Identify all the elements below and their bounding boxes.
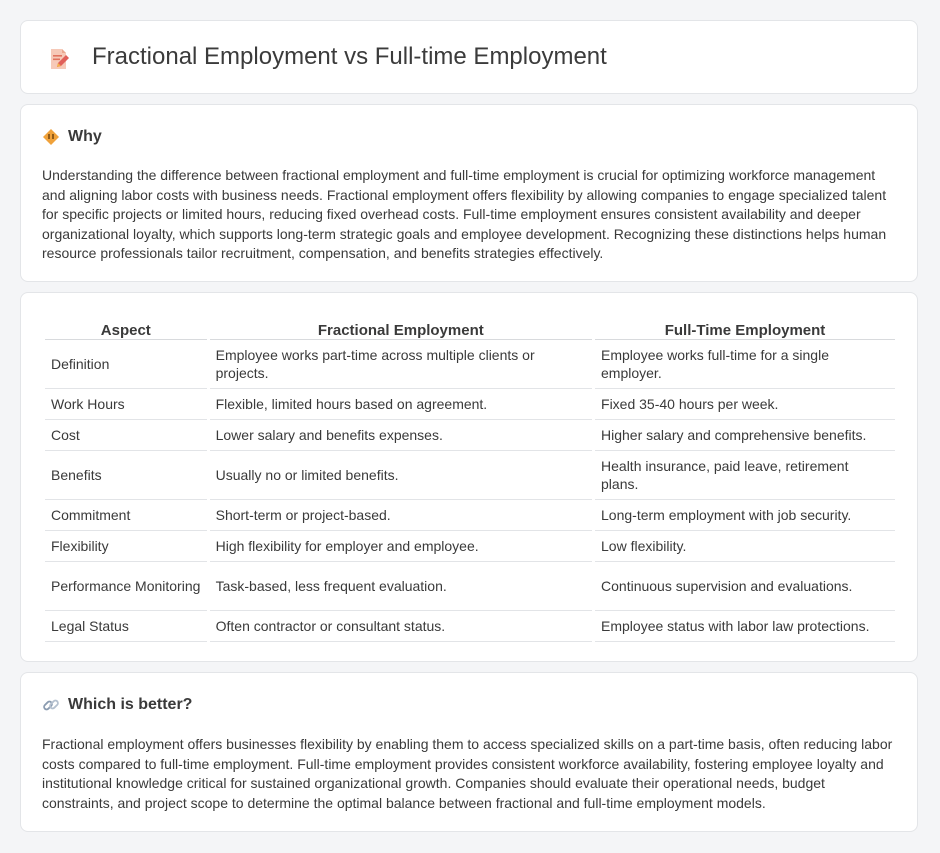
column-header-fulltime: Full-Time Employment xyxy=(595,315,895,340)
why-heading xyxy=(42,127,102,147)
fulltime-cell: Long-term employment with job security. xyxy=(595,500,895,531)
fulltime-cell: Fixed 35-40 hours per week. xyxy=(595,389,895,420)
fulltime-cell: Continuous supervision and evaluations. xyxy=(595,562,895,611)
fulltime-cell: Higher salary and comprehensive benefits. xyxy=(595,420,895,451)
table-row xyxy=(45,562,895,611)
table-row xyxy=(45,531,895,562)
fulltime-cell: Health insurance, paid leave, retirement plans. xyxy=(595,451,895,500)
fractional-cell: Usually no or limited benefits. xyxy=(210,451,592,500)
fulltime-cell: Low flexibility. xyxy=(595,531,895,562)
fulltime-cell: Employee works full-time for a single employer. xyxy=(595,340,895,389)
fractional-cell: High flexibility for employer and employee. xyxy=(210,531,592,562)
aspect-cell: Benefits xyxy=(45,451,207,500)
aspect-cell: Cost xyxy=(45,420,207,451)
table-row xyxy=(45,611,895,642)
table-row xyxy=(45,389,895,420)
column-header-aspect: Aspect xyxy=(45,315,207,340)
header-card xyxy=(20,20,918,94)
better-heading xyxy=(42,695,192,715)
fractional-cell: Lower salary and benefits expenses. xyxy=(210,420,592,451)
aspect-cell: Work Hours xyxy=(45,389,207,420)
fractional-cell: Task-based, less frequent evaluation. xyxy=(210,562,592,611)
table-header-row xyxy=(45,315,895,340)
document-pencil-icon xyxy=(47,47,71,71)
diamond-warning-icon xyxy=(42,128,60,146)
fractional-cell: Employee works part-time across multiple clients or projects. xyxy=(210,340,592,389)
why-text: Understanding the difference between fractional employment and full-time employment is crucial for optimizing workforce management and aligning labor costs with business needs. Fractional employment offers flexibility by allowing companies to engage specialized talent for specific projects or limited hours, reducing fixed overhead costs. Full-time employment ensures consistent availability and deeper organizational loyalty, which supports long-term strategic goals and employee development. Recognizing these distinctions helps human resource professionals tailor recruitment, compensation, and benefits strategies effectively. xyxy=(42,167,887,261)
fractional-cell: Short-term or project-based. xyxy=(210,500,592,531)
fractional-cell: Flexible, limited hours based on agreement. xyxy=(210,389,592,420)
link-icon xyxy=(42,696,60,714)
page-title: Fractional Employment vs Full-time Employment xyxy=(92,43,607,70)
aspect-cell: Legal Status xyxy=(45,611,207,642)
which-is-better-section xyxy=(20,672,918,832)
fractional-cell: Often contractor or consultant status. xyxy=(210,611,592,642)
aspect-cell: Performance Monitoring xyxy=(45,562,207,611)
aspect-cell: Flexibility xyxy=(45,531,207,562)
better-text: Fractional employment offers businesses flexibility by enabling them to access specialized skills on a part-time basis, often reducing labor costs compared to full-time employment. Full-time employment provides consistent workforce availability, fostering employee loyalty and institutional knowledge critical for sustained organizational growth. Companies should evaluate their operational needs, budget constraints, and project scope to determine the optimal balance between fractional and full-time employment models. xyxy=(42,736,893,811)
comparison-table xyxy=(42,315,898,642)
better-title: Which is better? xyxy=(68,696,193,713)
table-row xyxy=(45,500,895,531)
comparison-section xyxy=(20,292,918,662)
aspect-cell: Definition xyxy=(45,340,207,389)
fulltime-cell: Employee status with labor law protections. xyxy=(595,611,895,642)
table-row xyxy=(45,451,895,500)
table-row xyxy=(45,340,895,389)
aspect-cell: Commitment xyxy=(45,500,207,531)
column-header-fractional: Fractional Employment xyxy=(210,315,592,340)
why-title: Why xyxy=(68,128,102,145)
why-section xyxy=(20,104,918,282)
table-row xyxy=(45,420,895,451)
